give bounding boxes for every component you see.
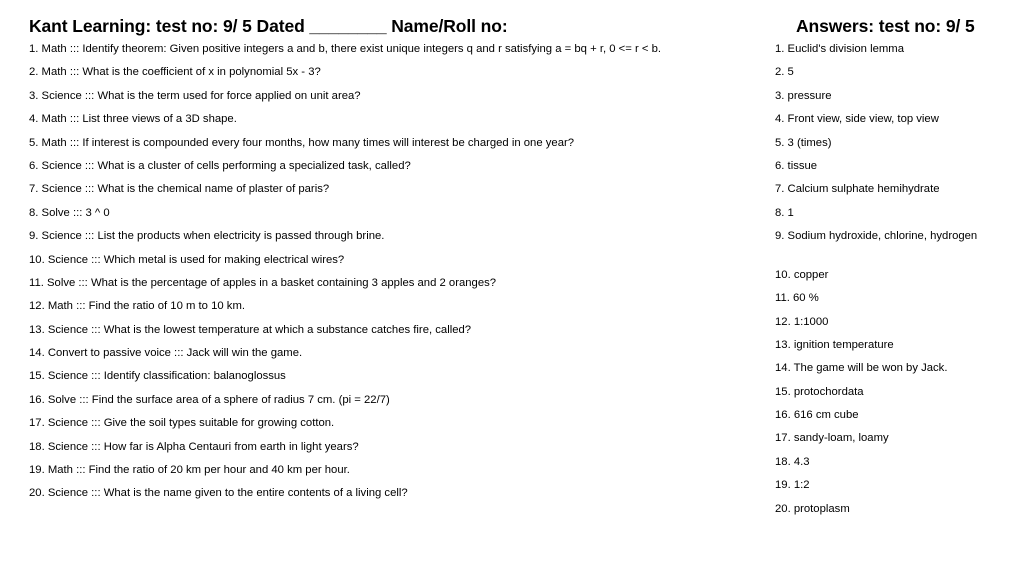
answer-item: 19. 1:2	[775, 479, 810, 492]
question-item: 12. Math ::: Find the ratio of 10 m to 10 km.	[29, 300, 245, 313]
answer-item: 14. The game will be won by Jack.	[775, 362, 948, 375]
question-item: 1. Math ::: Identify theorem: Given positive integers a and b, there exist unique integers q and r satisfying a = bq + r, 0 <= r < b.	[29, 43, 662, 55]
question-item: 3. Science ::: What is the term used for force applied on unit area?	[29, 89, 361, 102]
question-item: 13. Science ::: What is the lowest temperature at which a substance catches fire, called?	[29, 323, 472, 336]
question-item: 15. Science ::: Identify classification: balanoglossus	[29, 370, 286, 383]
question-item: 10. Science ::: Which metal is used for making electrical wires?	[29, 253, 345, 266]
answer-item: 4. Front view, side view, top view	[775, 113, 939, 126]
question-item: 16. Solve ::: Find the surface area of a sphere of radius 7 cm. (pi = 22/7)	[29, 393, 390, 406]
answer-item: 7. Calcium sulphate hemihydrate	[775, 183, 940, 196]
answer-item: 12. 1:1000	[775, 315, 829, 328]
answer-item: 5. 3 (times)	[775, 136, 832, 149]
question-item: 4. Math ::: List three views of a 3D shape.	[29, 113, 237, 126]
answer-item: 3. pressure	[775, 89, 832, 102]
question-item: 14. Convert to passive voice ::: Jack will win the game.	[29, 347, 303, 360]
answer-item: 1. Euclid's division lemma	[775, 43, 904, 55]
answer-item: 13. ignition temperature	[775, 338, 894, 351]
answer-item: 20. protoplasm	[775, 502, 850, 515]
answer-item: 8. 1	[775, 206, 794, 219]
answer-item: 15. protochordata	[775, 385, 864, 398]
test-title: Kant Learning: test no: 9/ 5 Dated ________ Name/Roll no:	[29, 16, 508, 36]
answer-item: 16. 616 cm cube	[775, 409, 859, 422]
answer-item: 17. sandy-loam, loamy	[775, 432, 889, 445]
question-item: 17. Science ::: Give the soil types suitable for growing cotton.	[29, 417, 335, 430]
question-item: 5. Math ::: If interest is compounded every four months, how many times will interest be charged in one year?	[29, 136, 575, 149]
question-item: 6. Science ::: What is a cluster of cells performing a specialized task, called?	[29, 159, 411, 172]
question-item: 20. Science ::: What is the name given to the entire contents of a living cell?	[29, 487, 408, 500]
answer-item: 11. 60 %	[775, 292, 819, 305]
question-item: 11. Solve ::: What is the percentage of apples in a basket containing 3 apples and 2 oranges?	[29, 276, 497, 289]
question-item: 7. Science ::: What is the chemical name of plaster of paris?	[29, 183, 330, 196]
question-item: 9. Science ::: List the products when electricity is passed through brine.	[29, 230, 385, 243]
question-item: 8. Solve ::: 3 ^ 0	[29, 206, 110, 219]
question-item: 2. Math ::: What is the coefficient of x in polynomial 5x - 3?	[29, 66, 321, 79]
question-list	[29, 42, 759, 510]
answer-item: 6. tissue	[775, 159, 818, 172]
answers-title: Answers: test no: 9/ 5	[796, 16, 975, 36]
answer-list	[775, 42, 990, 525]
answer-item: 18. 4.3	[775, 455, 810, 468]
answer-item: 9. Sodium hydroxide, chlorine, hydrogen	[775, 230, 978, 243]
question-item: 19. Math ::: Find the ratio of 20 km per hour and 40 km per hour.	[29, 464, 350, 477]
question-item: 18. Science ::: How far is Alpha Centauri from earth in light years?	[29, 440, 359, 453]
answer-item: 2. 5	[775, 66, 794, 79]
answer-item: 10. copper	[775, 268, 829, 281]
